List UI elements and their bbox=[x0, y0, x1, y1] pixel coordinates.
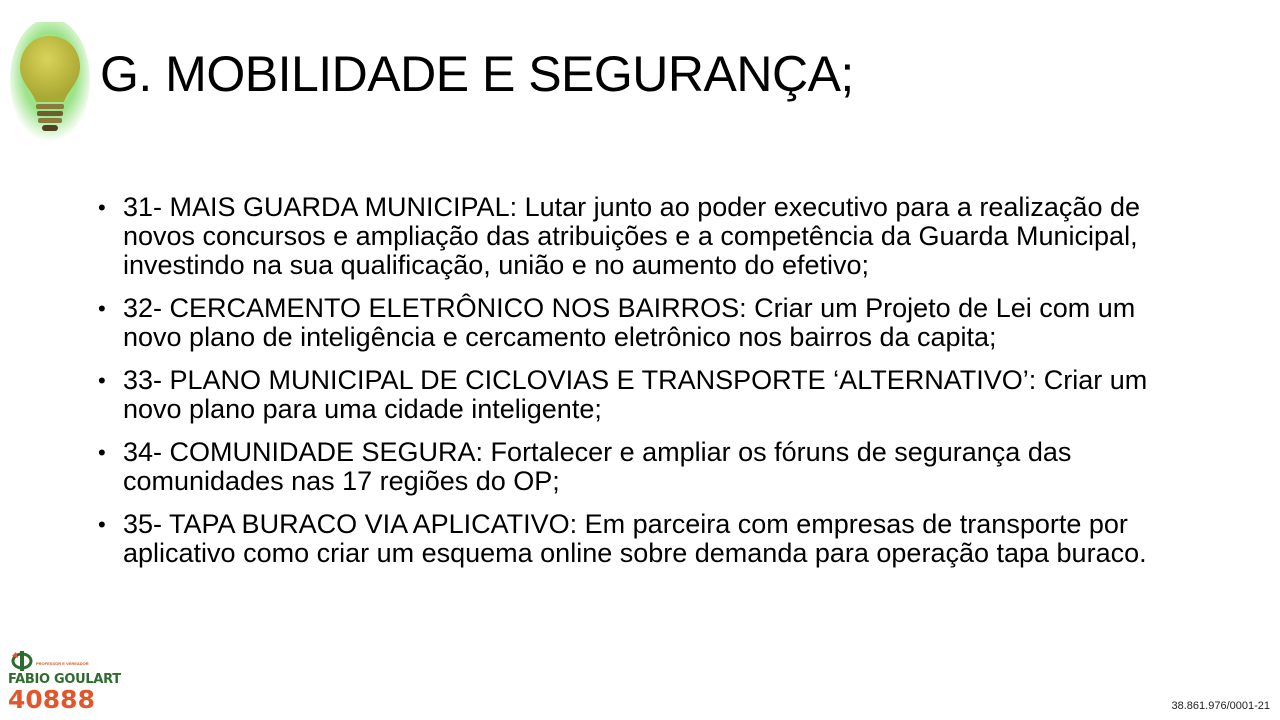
list-item bbox=[96, 438, 1196, 496]
list-item-text: 32- CERCAMENTO ELETRÔNICO NOS BAIRROS: Criar um Projeto de Lei com um novo plano de inteligência e cercamento eletrônico nos bairros da capita; bbox=[123, 293, 1136, 352]
list-item-text: 31- MAIS GUARDA MUNICIPAL: Lutar junto ao poder executivo para a realização de novos concursos e ampliação das atribuições e a competência da Guarda Municipal, investindo na sua qualificação, união e no aumento do efetivo; bbox=[123, 192, 1140, 280]
footer-cnpj: 38.861.976/0001-21 bbox=[1171, 700, 1270, 712]
list-item-text: 35- TAPA BURACO VIA APLICATIVO: Em parceira com empresas de transporte por aplicativo como criar um esquema online sobre demanda para operação tapa buraco. bbox=[123, 509, 1147, 568]
bullet-icon: • bbox=[98, 368, 106, 393]
list-item bbox=[96, 193, 1196, 280]
logo-subtitle: PROFESSOR E VEREADOR bbox=[36, 661, 89, 666]
bullet-icon: • bbox=[98, 296, 106, 321]
logo-number: 40888 bbox=[8, 685, 95, 714]
list-item bbox=[96, 366, 1196, 424]
slide-title: G. MOBILIDADE E SEGURANÇA; bbox=[100, 46, 854, 102]
bullet-list bbox=[96, 193, 1196, 582]
list-item bbox=[96, 294, 1196, 352]
lightbulb-icon bbox=[10, 22, 90, 150]
list-item bbox=[96, 510, 1196, 568]
bullet-icon: • bbox=[98, 440, 106, 465]
logo-name: FABIO GOULART bbox=[8, 672, 121, 687]
list-item-text: 34- COMUNIDADE SEGURA: Fortalecer e ampliar os fóruns de segurança das comunidades nas 17 regiões do OP; bbox=[123, 437, 1072, 496]
list-item-text: 33- PLANO MUNICIPAL DE CICLOVIAS E TRANSPORTE ‘ALTERNATIVO’: Criar um novo plano para uma cidade inteligente; bbox=[123, 365, 1148, 424]
candidate-logo bbox=[6, 648, 121, 714]
bullet-icon: • bbox=[98, 195, 106, 220]
bullet-icon: • bbox=[98, 512, 106, 537]
